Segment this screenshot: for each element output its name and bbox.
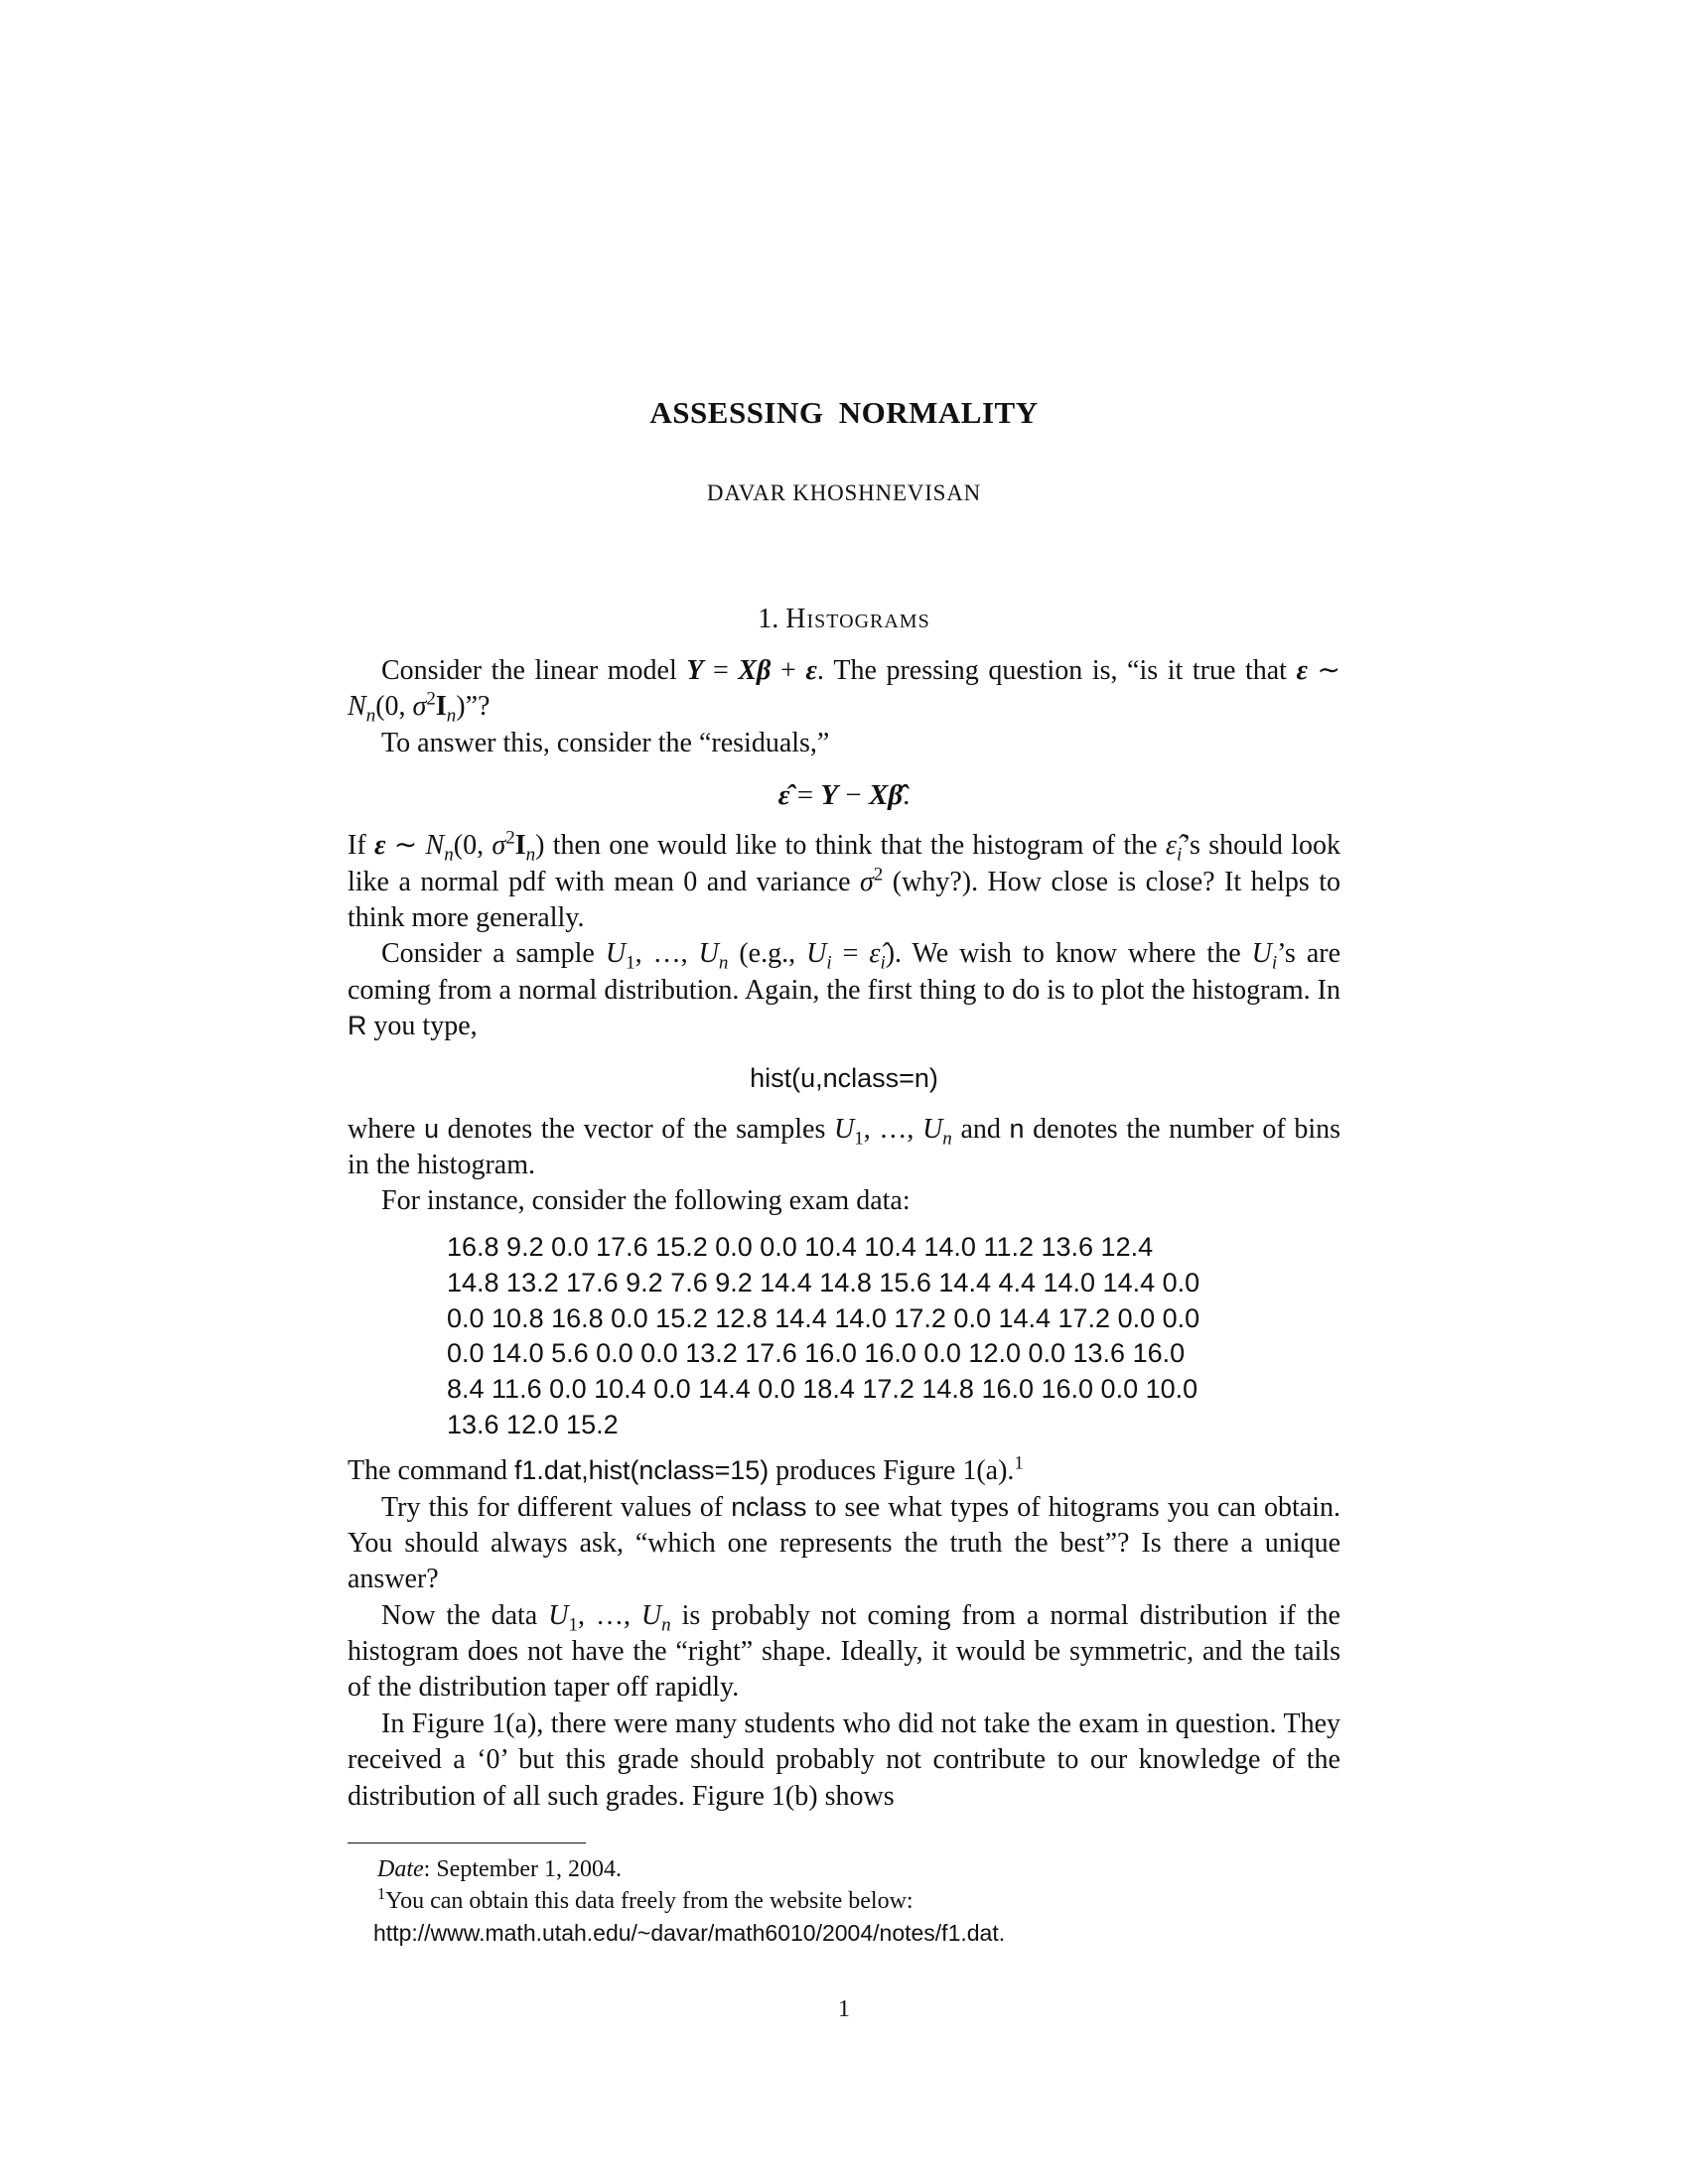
exam-data-line: 16.8 9.2 0.0 17.6 15.2 0.0 0.0 10.4 10.4 14.0 11.2 13.6 12.4 [447,1231,1154,1262]
paragraph-exam-data-lead: For instance, consider the following exam data: [381,1185,911,1217]
page-number: 1 [838,1995,850,2022]
content-column [348,0,1340,2023]
section-title: Histograms [785,604,930,634]
exam-data-block [447,1230,1340,1443]
paragraph-zero-grades: In Figure 1(a), there were many students who did not take the exam in question. They received a ‘0’ but this grade should probably not contribute to our knowledge of the distribution of all such grades. Figure 1(b) shows [348,1707,1340,1812]
footnote-area [348,1843,1340,1949]
paragraph-command-result: The command f1.dat,hist(nclass=15) produces Figure 1(a).$^1$ [348,1452,1024,1487]
exam-data-line: 0.0 14.0 5.6 0.0 0.0 13.2 17.6 16.0 16.0 0.0 12.0 0.0 13.6 16.0 [447,1338,1186,1369]
exam-data-line: 14.8 13.2 17.6 9.2 7.6 9.2 14.4 14.8 15.6 14.4 4.4 14.0 14.4 0.0 [447,1267,1200,1297]
paragraph-try-nclass: Try this for different values of nclass to see what types of hitograms you can obtain. You should always ask, “which one represents the truth the best”? Is there a unique answer? [348,1491,1340,1595]
code-line-hist: hist(u,nclass=n) [750,1062,938,1093]
exam-data-line: 8.4 11.6 0.0 10.4 0.0 14.4 0.0 18.4 17.2 14.8 16.0 16.0 0.0 10.0 [447,1374,1198,1405]
paragraph-sample: Consider a sample $U_1$, …, $U_n$ (e.g., $U_i$ = $\varepsilon̂_i$). We wish to know where the $U_i’s$ are coming from a normal distribution. Again, the first thing to do is to plot the histogram. In R you type, [348,938,1341,1042]
footnote-note: $^1$You can obtain this data freely from the website below: [377,1884,914,1915]
paper-author: DAVAR KHOSHNEVISAN [706,480,982,505]
section-number: 1. [758,604,779,634]
paragraph-residuals-lead: To answer this, consider the “residuals,” [381,727,830,758]
footnote-url: http://www.math.utah.edu/~davar/math6010/2004/notes/f1.dat. [373,1919,1006,1946]
paper-title: ASSESSING NORMALITY [649,395,1039,430]
section-heading [348,604,1340,635]
exam-data-line: 13.6 12.0 15.2 [447,1410,619,1440]
paragraph-intro-model: Consider the linear model Y = Xβ + ε. The pressing question is, “is it true that ε ∼ $N_n(0$, $\sigma^2I_n$)”? [348,655,1341,727]
paragraph-histogram-intuition: If ε ∼ $N_n(0$, $\sigma^2I_n$) then one would like to think that the histogram of the $\varepsilon̂_i’s$ should look like a normal pdf with mean 0 and variance $\sigma^2$ (why?). How close is close? It helps to think more generally. [348,827,1340,933]
paragraph-right-shape: Now the data $U_1$, …, $U_n$ is probably not coming from a normal distribution if the histogram does not have the “right” shape. Ideally, it would be symmetric, and the tails of the distribution taper off rapidly. [348,1599,1340,1704]
display-equation-residuals: ε̂ = Y − Xβ̂. [777,779,911,812]
footnote-date: Date: September 1, 2004. [377,1856,622,1883]
exam-data-line: 0.0 10.8 16.8 0.0 15.2 12.8 14.4 14.0 17.2 0.0 14.4 17.2 0.0 0.0 [447,1302,1200,1333]
paragraph-code-explanation: where u denotes the vector of the samples $U_1$, …, $U_n$ and n denotes the number of bins in the histogram. [348,1113,1341,1180]
